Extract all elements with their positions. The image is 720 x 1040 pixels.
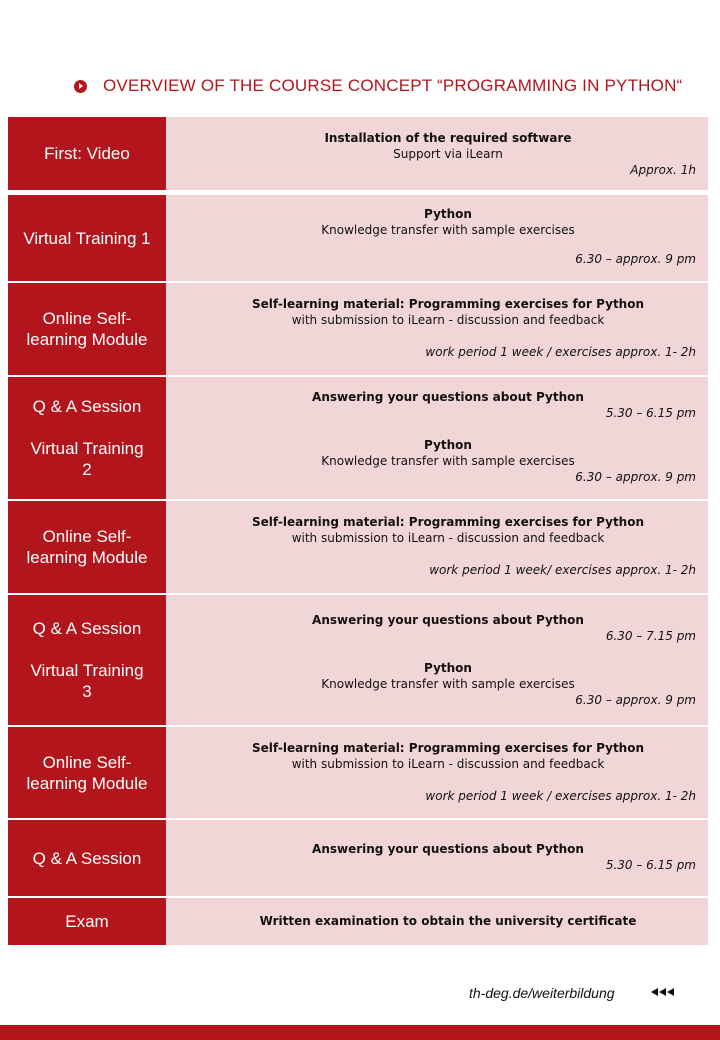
course-row-qa-virtual-training-2: [8, 377, 708, 499]
session-heading: Python: [424, 438, 472, 452]
course-row-virtual-training-1: [8, 195, 708, 281]
row-content: [166, 117, 708, 190]
row-content: [166, 820, 708, 896]
row-label: Q & A Session: [8, 820, 166, 896]
course-row-self-learning-3: [8, 727, 708, 818]
session-block: [166, 913, 708, 929]
row-content: [166, 195, 708, 281]
session-description: Knowledge transfer with sample exercises: [321, 677, 575, 691]
session-heading: Written examination to obtain the university certificate: [259, 914, 637, 928]
session-heading: Python: [424, 207, 472, 221]
session-heading: Self-learning material: Programming exercises for Python: [251, 515, 645, 529]
session-description: with submission to iLearn - discussion and feedback: [291, 313, 605, 327]
row-content: [166, 377, 708, 499]
session-block: [166, 389, 708, 421]
row-label: Online Self- learning Module: [8, 727, 166, 818]
row-label: First: Video: [8, 117, 166, 190]
footer-website-link[interactable]: th-deg.de/weiterbildung: [469, 985, 615, 1001]
session-heading: Installation of the required software: [324, 131, 572, 145]
row-label: Exam: [8, 898, 166, 945]
session-block: [166, 296, 708, 328]
row-label: Online Self- learning Module: [8, 501, 166, 593]
session-block: [166, 660, 708, 708]
session-description: with submission to iLearn - discussion and feedback: [291, 531, 605, 545]
row-content: [166, 727, 708, 818]
session-heading: Self-learning material: Programming exercises for Python: [251, 741, 645, 755]
session-description: Knowledge transfer with sample exercises: [321, 223, 575, 237]
row-content: [166, 501, 708, 593]
course-row-video: [8, 117, 708, 190]
session-time: 6.30 – approx. 9 pm: [575, 252, 696, 266]
course-row-self-learning-1: [8, 283, 708, 375]
session-heading: Python: [424, 661, 472, 675]
session-time: 6.30 – approx. 9 pm: [575, 470, 696, 484]
row-label: Q & A Session Virtual Training 3: [8, 595, 166, 725]
row-label: Virtual Training 1: [8, 195, 166, 281]
course-row-self-learning-2: [8, 501, 708, 593]
session-heading: Answering your questions about Python: [312, 390, 584, 404]
session-block: [166, 206, 708, 238]
session-time-block: [166, 788, 708, 804]
session-block: [166, 841, 708, 873]
session-description: Knowledge transfer with sample exercises: [321, 454, 575, 468]
session-heading: Self-learning material: Programming exercises for Python: [251, 297, 645, 311]
row-content: [166, 595, 708, 725]
page-title-text: OVERVIEW OF THE COURSE CONCEPT “PROGRAMMING IN PYTHON“: [103, 76, 683, 95]
footer-bar: [0, 1025, 720, 1040]
row-content: [166, 283, 708, 375]
course-row-exam: [8, 898, 708, 945]
session-time: 5.30 – 6.15 pm: [605, 406, 696, 420]
session-time: 5.30 – 6.15 pm: [605, 858, 696, 872]
session-time: 6.30 – 7.15 pm: [605, 629, 696, 643]
session-time-block: [166, 251, 708, 267]
session-time: work period 1 week / exercises approx. 1- 2h: [425, 345, 696, 359]
session-block: [166, 437, 708, 485]
session-block: [166, 514, 708, 546]
course-row-qa-virtual-training-3: [8, 595, 708, 725]
session-time: work period 1 week / exercises approx. 1- 2h: [425, 789, 696, 803]
page-title: [74, 74, 682, 98]
session-time: Approx. 1h: [630, 163, 696, 177]
session-time: 6.30 – approx. 9 pm: [575, 693, 696, 707]
session-block: [166, 130, 708, 178]
session-heading: Answering your questions about Python: [312, 842, 584, 856]
row-label: Online Self- learning Module: [8, 283, 166, 375]
row-content: [166, 898, 708, 945]
session-block: [166, 740, 708, 772]
session-heading: Answering your questions about Python: [312, 613, 584, 627]
session-time-block: [166, 562, 708, 578]
course-row-qa-session: [8, 820, 708, 896]
session-time: work period 1 week/ exercises approx. 1- 2h: [429, 563, 696, 577]
session-block: [166, 612, 708, 644]
row-label: Q & A Session Virtual Training 2: [8, 377, 166, 499]
play-bullet-icon: [74, 80, 87, 93]
triple-arrow-left-icon: [651, 988, 674, 996]
session-description: Support via iLearn: [393, 147, 503, 161]
session-time-block: [166, 344, 708, 360]
session-description: with submission to iLearn - discussion and feedback: [291, 757, 605, 771]
